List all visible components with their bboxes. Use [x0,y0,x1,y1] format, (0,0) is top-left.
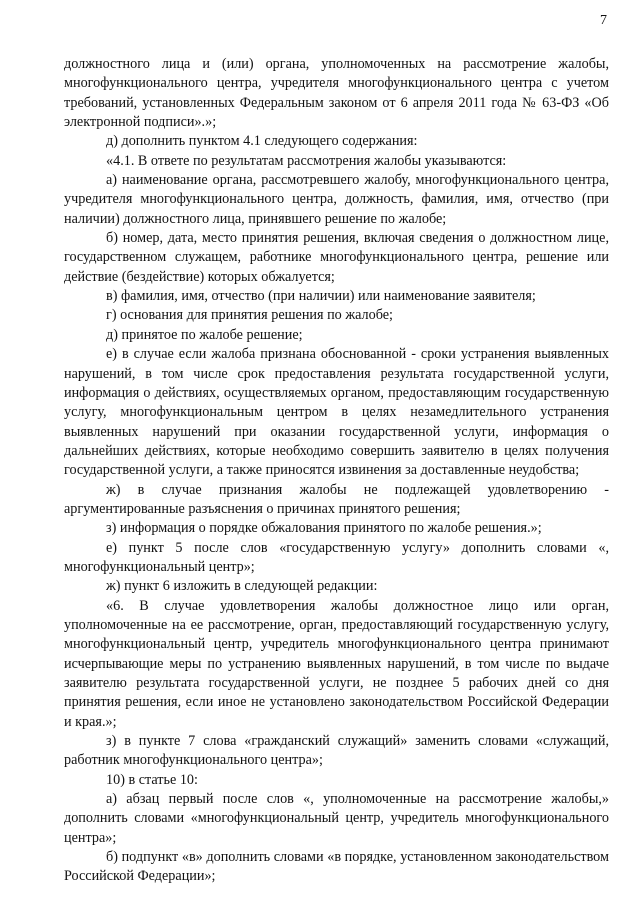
page-number: 7 [600,13,607,28]
paragraph-item-10-article-10: 10) в статье 10: [106,771,198,788]
paragraph-subitem-e: е) в случае если жалоба признана обоснованной - сроки устранения выявленных нарушений, в том числе срок предоставления результата государственной услуги, информация о действиях, осуществляемых органом, предоставляющим государственную услугу, многофункциональным центром в целях незамедлительного устранения выявленных нарушений при оказании государственной услуги, информация о дальнейших действиях, которые необходимо совершить заявителю в целях получения государственной услуги, а также приносятся извинения за доставленные неудобства; [64,346,609,479]
paragraph-subitem-zh: ж) в случае признания жалобы не подлежащей удовлетворению - аргументированные разъяснения о причинах принятого решения; [64,481,609,517]
paragraph-item-e-point-5: е) пункт 5 после слов «государственную услугу» дополнить словами «, многофункциональный центр»; [64,539,609,575]
document-body [64,55,609,887]
paragraph-clause-4-1: «4.1. В ответе по результатам рассмотрения жалобы указываются: [106,152,507,169]
paragraph-subitem-d: д) принятое по жалобе решение; [106,326,303,343]
paragraph-item-zh-point-6: ж) пункт 6 изложить в следующей редакции: [106,578,378,595]
paragraph-subitem-g: г) основания для принятия решения по жалобе; [106,307,393,324]
paragraph-subitem-b: б) номер, дата, место принятия решения, включая сведения о должностном лице, государственном служащем, работнике многофункционального центра, решение или действие (бездействие) которых обжалуется; [64,230,609,285]
paragraph-subitem-a: а) наименование органа, рассмотревшего жалобу, многофункционального центра, учредителя многофункционального центра, должность, фамилия, имя, отчество (при наличии) должностного лица, принявшего решение по жалобе; [64,172,609,227]
paragraph-item-d-add-4-1: д) дополнить пунктом 4.1 следующего содержания: [106,133,418,150]
paragraph-subitem-z: з) информация о порядке обжалования принятого по жалобе решения.»; [106,520,542,537]
paragraph-continuation: должностного лица и (или) органа, уполномоченных на рассмотрение жалобы, многофункционального центра, учредителя многофункционального центра с учетом требований, установленных Федеральным законом от 6 апреля 2011 года № 63-ФЗ «Об электронной подписи».»; [64,56,609,131]
paragraph-clause-6: «6. В случае удовлетворения жалобы должностное лицо или орган, уполномоченные на ее рассмотрение, орган, предоставляющий государственную услугу, многофункциональный центр, учредитель многофункционального центра принимают исчерпывающие меры по устранению выявленных нарушений, в том числе по выдаче заявителю результата государственной услуги, не позднее 5 рабочих дней со дня принятия решения, если иное не установлено законодательством Российской Федерации и края.»; [64,597,609,730]
paragraph-article-10-item-a: а) абзац первый после слов «, уполномоченные на рассмотрение жалобы,» дополнить словами «многофункциональный центр, учредитель многофункционального центра»; [64,791,609,846]
paragraph-subitem-v: в) фамилия, имя, отчество (при наличии) или наименование заявителя; [106,288,536,305]
paragraph-article-10-item-b: б) подпункт «в» дополнить словами «в порядке, установленном законодательством Российской Федерации»; [64,849,609,885]
paragraph-item-z-point-7: з) в пункте 7 слова «гражданский служащий» заменить словами «служащий, работник многофункционального центра»; [64,733,609,769]
